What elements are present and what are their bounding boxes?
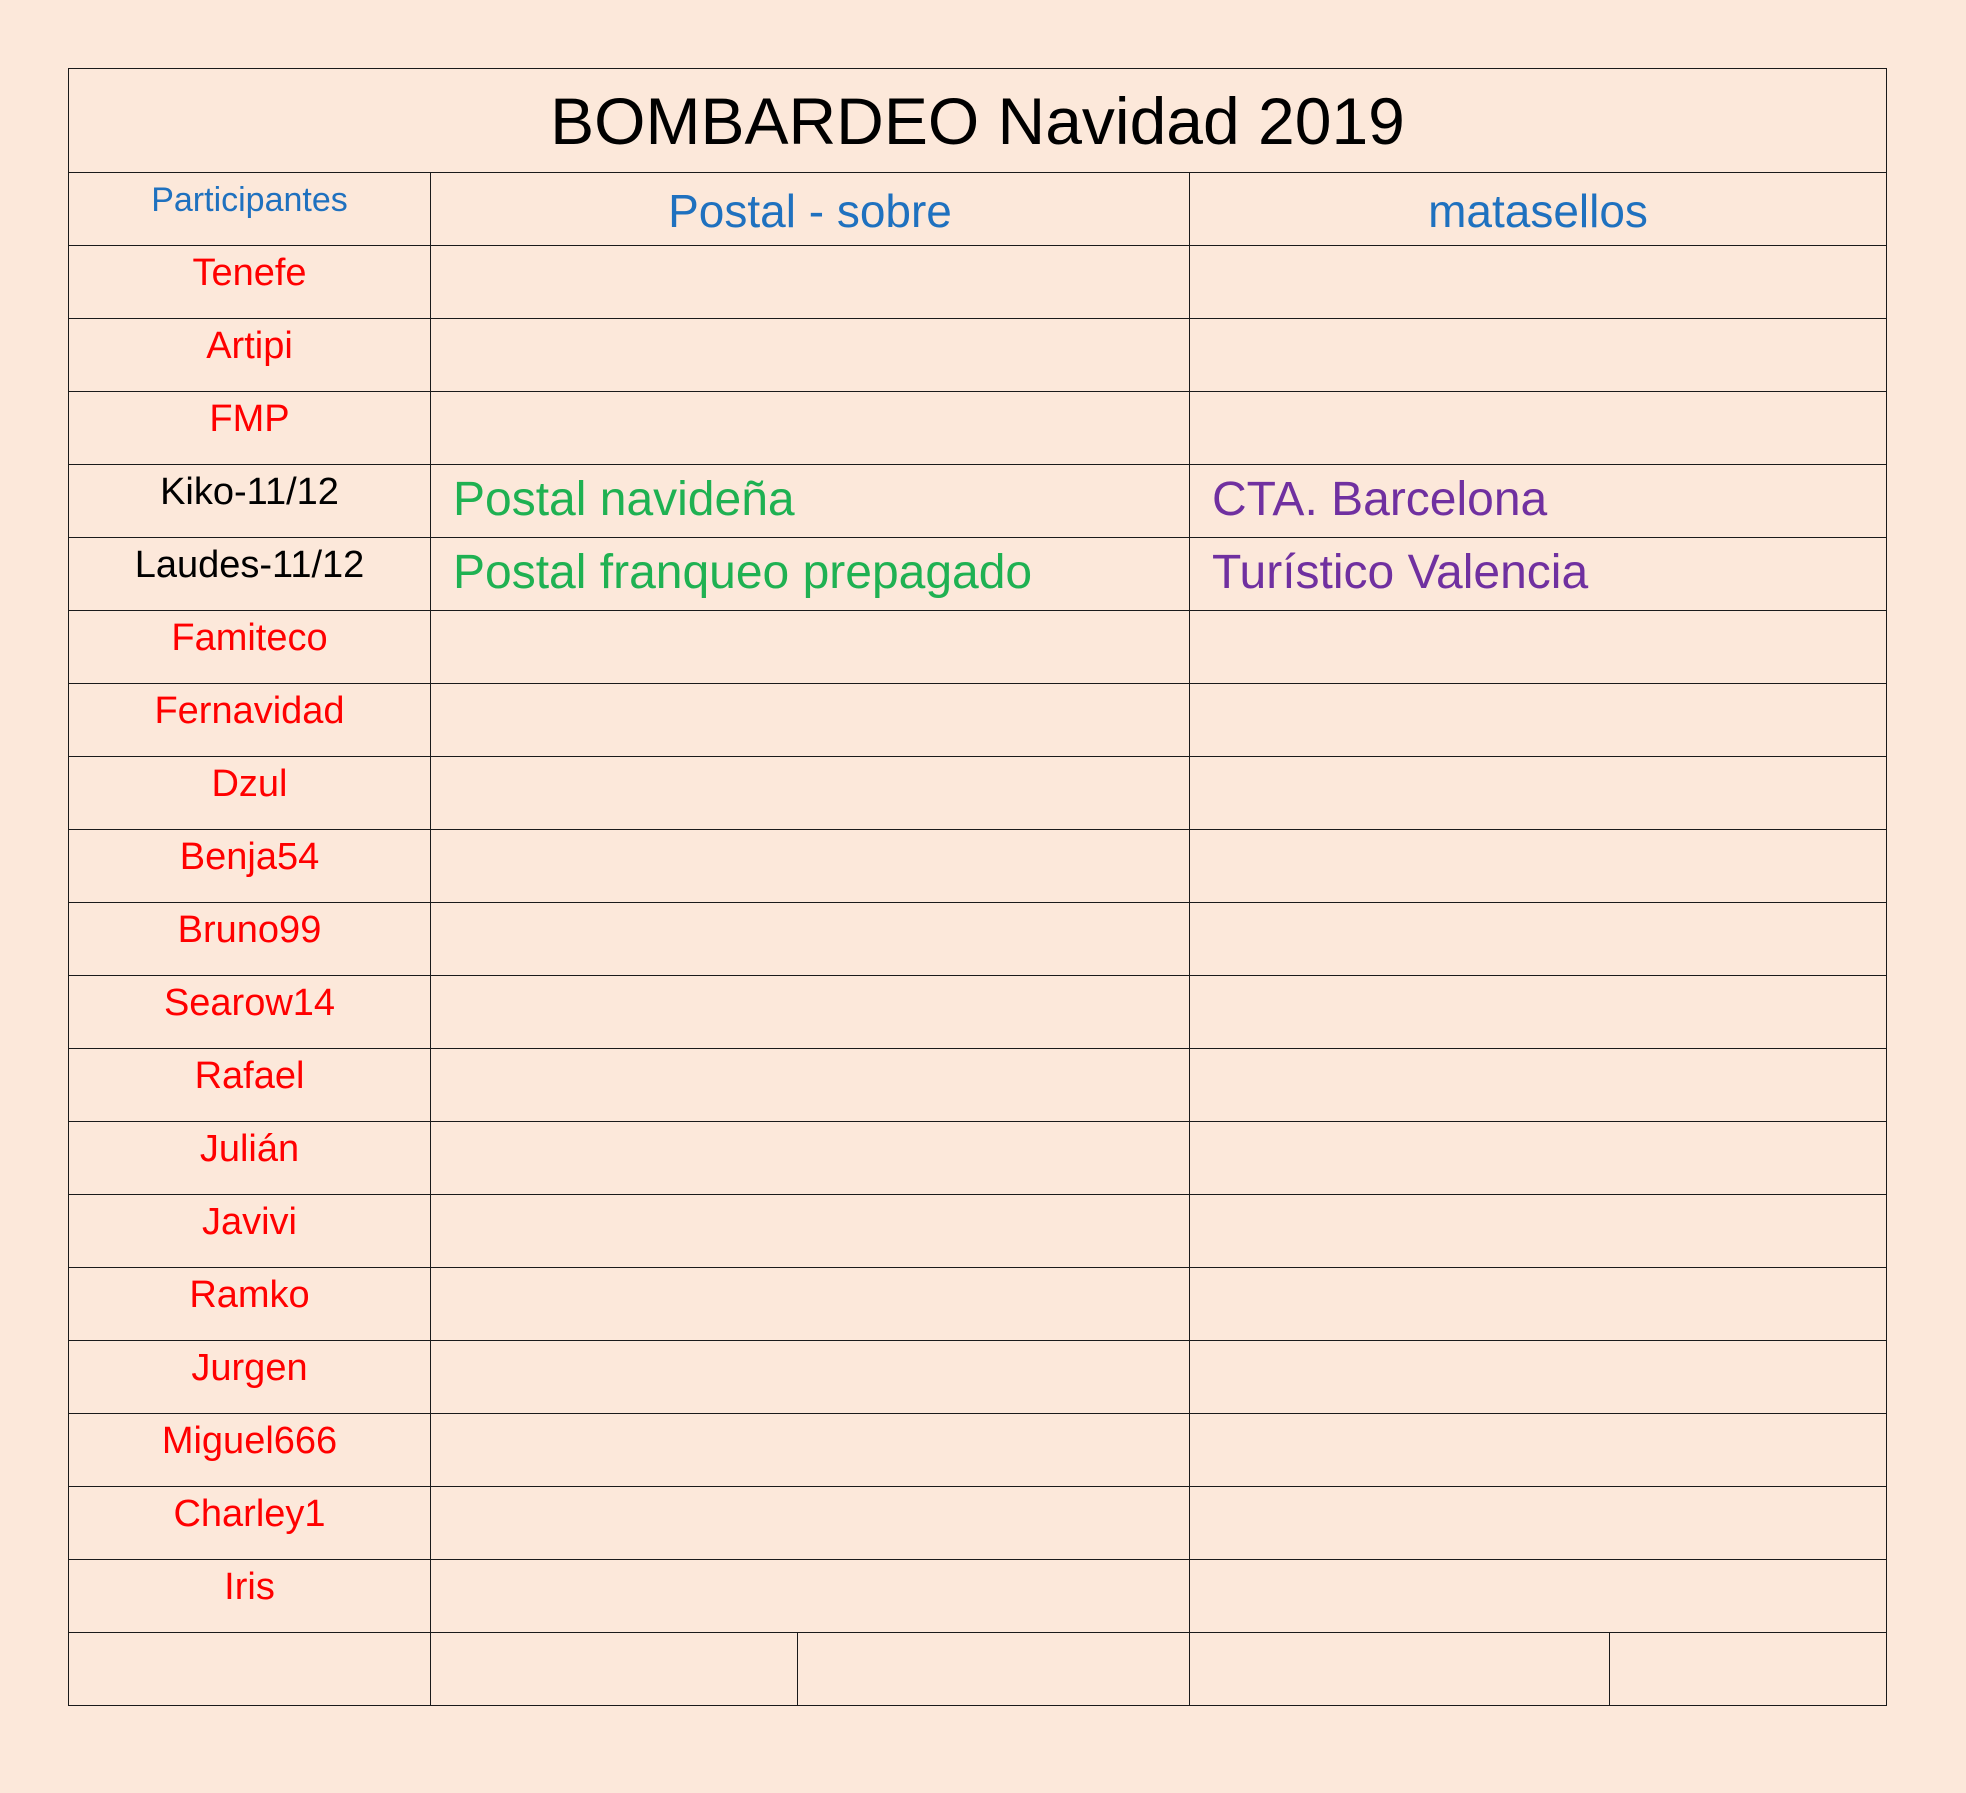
participant-name: Benja54 <box>69 830 431 903</box>
matasellos-cell <box>1190 1414 1887 1487</box>
participant-row <box>69 1560 1887 1633</box>
postal-sobre-cell <box>431 903 1190 976</box>
matasellos-cell <box>1190 319 1887 392</box>
matasellos-cell <box>1190 1341 1887 1414</box>
participant-name: Famiteco <box>69 611 431 684</box>
participant-row <box>69 1195 1887 1268</box>
matasellos-cell <box>1190 830 1887 903</box>
participant-name: Laudes-11/12 <box>69 538 431 611</box>
matasellos-cell <box>1190 684 1887 757</box>
participant-name: Fernavidad <box>69 684 431 757</box>
participant-name: FMP <box>69 392 431 465</box>
participant-row <box>69 538 1887 611</box>
participant-name: Artipi <box>69 319 431 392</box>
participant-row <box>69 903 1887 976</box>
participant-row <box>69 392 1887 465</box>
header-postal-sobre: Postal - sobre <box>431 173 1190 246</box>
postal-sobre-cell <box>431 392 1190 465</box>
participant-row <box>69 611 1887 684</box>
postal-sobre-cell <box>431 684 1190 757</box>
participant-name: Ramko <box>69 1268 431 1341</box>
footer-cell <box>431 1633 798 1706</box>
matasellos-cell <box>1190 976 1887 1049</box>
matasellos-cell <box>1190 903 1887 976</box>
postal-sobre-cell <box>431 1195 1190 1268</box>
matasellos-cell <box>1190 392 1887 465</box>
sheet-title: BOMBARDEO Navidad 2019 <box>69 69 1887 173</box>
participant-row <box>69 684 1887 757</box>
participant-row <box>69 1341 1887 1414</box>
postal-sobre-cell <box>431 611 1190 684</box>
footer-cell <box>1190 1633 1610 1706</box>
participant-row <box>69 1049 1887 1122</box>
header-matasellos: matasellos <box>1190 173 1887 246</box>
matasellos-cell <box>1190 1049 1887 1122</box>
participant-row <box>69 757 1887 830</box>
participant-name: Tenefe <box>69 246 431 319</box>
matasellos-cell <box>1190 1122 1887 1195</box>
footer-cell <box>798 1633 1190 1706</box>
postal-sobre-cell <box>431 757 1190 830</box>
participant-name: Miguel666 <box>69 1414 431 1487</box>
footer-cell <box>1610 1633 1887 1706</box>
participant-row <box>69 1122 1887 1195</box>
postal-sobre-cell <box>431 1487 1190 1560</box>
participant-row <box>69 319 1887 392</box>
matasellos-cell <box>1190 246 1887 319</box>
participant-row <box>69 246 1887 319</box>
participant-name: Dzul <box>69 757 431 830</box>
participant-name: Kiko-11/12 <box>69 465 431 538</box>
postal-sobre-cell: Postal franqueo prepagado <box>431 538 1190 611</box>
postal-sobre-cell <box>431 1560 1190 1633</box>
matasellos-cell <box>1190 1195 1887 1268</box>
postal-sobre-cell <box>431 246 1190 319</box>
header-row <box>69 173 1887 246</box>
participant-name: Julián <box>69 1122 431 1195</box>
postal-sobre-cell <box>431 1268 1190 1341</box>
participant-row <box>69 976 1887 1049</box>
postal-sobre-cell <box>431 1341 1190 1414</box>
footer-cell <box>69 1633 431 1706</box>
postal-sobre-cell <box>431 1414 1190 1487</box>
matasellos-cell: Turístico Valencia <box>1190 538 1887 611</box>
postal-sobre-cell <box>431 976 1190 1049</box>
matasellos-cell <box>1190 1487 1887 1560</box>
postal-sobre-cell <box>431 319 1190 392</box>
participant-name: Charley1 <box>69 1487 431 1560</box>
participant-row <box>69 1487 1887 1560</box>
header-participantes: Participantes <box>69 173 431 246</box>
footer-row <box>69 1633 1887 1706</box>
participant-name: Iris <box>69 1560 431 1633</box>
matasellos-cell <box>1190 611 1887 684</box>
bombardeo-table <box>68 68 1887 1706</box>
postal-sobre-cell <box>431 1049 1190 1122</box>
matasellos-cell: CTA. Barcelona <box>1190 465 1887 538</box>
matasellos-cell <box>1190 1268 1887 1341</box>
participant-row <box>69 1414 1887 1487</box>
participant-row <box>69 830 1887 903</box>
matasellos-cell <box>1190 1560 1887 1633</box>
participant-name: Searow14 <box>69 976 431 1049</box>
matasellos-cell <box>1190 757 1887 830</box>
participant-name: Javivi <box>69 1195 431 1268</box>
title-row <box>69 69 1887 173</box>
postal-sobre-cell: Postal navideña <box>431 465 1190 538</box>
participant-row <box>69 1268 1887 1341</box>
participant-name: Bruno99 <box>69 903 431 976</box>
participant-name: Jurgen <box>69 1341 431 1414</box>
participant-name: Rafael <box>69 1049 431 1122</box>
participant-row <box>69 465 1887 538</box>
postal-sobre-cell <box>431 830 1190 903</box>
postal-sobre-cell <box>431 1122 1190 1195</box>
